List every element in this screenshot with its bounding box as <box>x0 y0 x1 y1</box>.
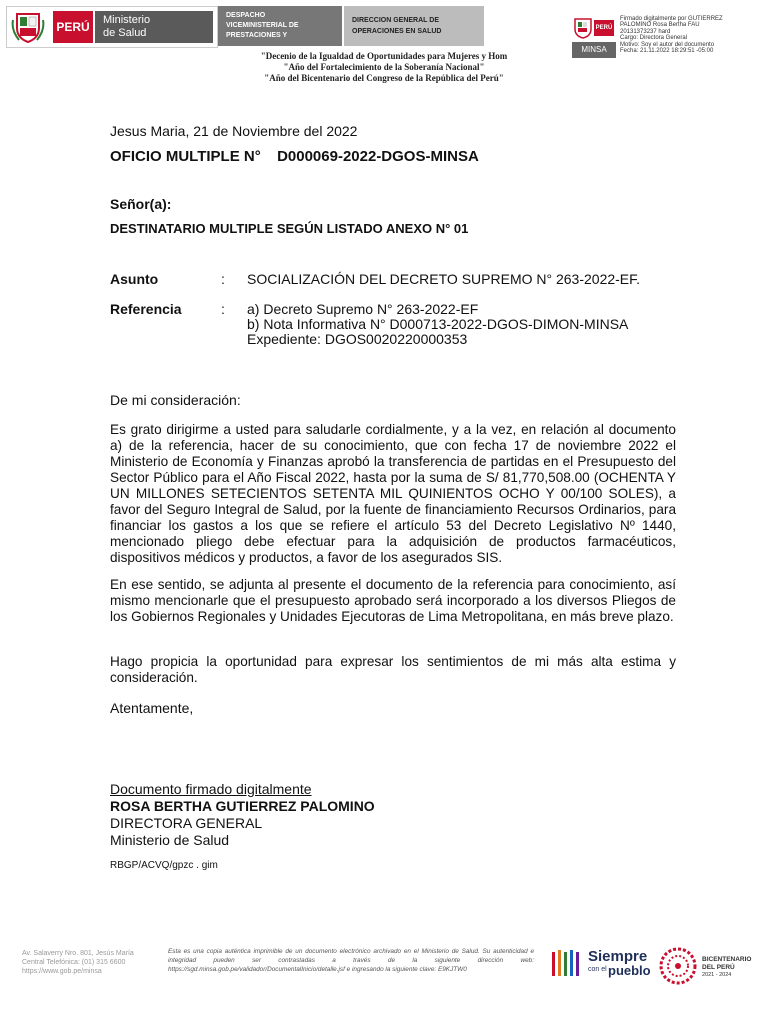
recipient: DESTINATARIO MULTIPLE SEGÚN LISTADO ANEXO N° 01 <box>110 221 469 236</box>
despacho-box <box>218 6 342 46</box>
referencia-colon: : <box>221 301 225 317</box>
reference-b: b) Nota Informativa N° D000713-2022-DGOS-DIMON-MINSA <box>247 316 629 332</box>
signature-line2: PALOMINO Rosa Bertha FAU <box>620 22 700 29</box>
signature-details <box>620 16 766 54</box>
pueblo-text: pueblo <box>608 963 651 978</box>
signature-minsa-label: MINSA <box>572 42 616 58</box>
paragraph-2: En ese sentido, se adjunta al presente el documento de la referencia para conocimiento, así mismo mencionarle que el presupuesto aprobado será incorporado a los diversos Pliegos de los Gobiernos Regionales y Unidades Ejecutoras de Lima Metropolitana, en más breve plazo. <box>110 577 676 624</box>
coat-of-arms-icon <box>11 10 45 44</box>
direccion-line1: DIRECCION GENERAL DE <box>352 17 439 24</box>
bicentenario-emblem-icon <box>658 946 698 986</box>
paragraph-3: Hago propicia la oportunidad para expresar los sentimientos de mi más alta estima y consideración. <box>110 654 676 685</box>
footer-addr-line1: Av. Salaverry Nro. 801, Jesús María <box>22 950 134 957</box>
paragraph-1: Es grato dirigirme a usted para saludarle cordialmente, y a la vez, en relación al documento a) de la referencia, hacer de su conocimiento, que con fecha 17 de noviembre 2022 el Ministerio de Economía y Finanzas aprobó la transferencia de partidas en el Presupuesto del Sector Público para el Año Fiscal 2022, hasta por la suma de S/ 81,770,508.00 (OCHENTA Y UN MILLONES SETECIENTOS SETENTA MIL QUINIENTOS OCHO Y 00/100 SOLES), a favor del Seguro Integral de Salud, por la fuente de financiamiento Recursos Ordinarios, para financiar los gastos a los que se refiere el artículo 53 del Decreto Legislativo Nº 1440, mencionado pliego debe efectuar para la adquisición de productos farmacéuticos, dispositivos médicos y productos, a favor de los asegurados SIS. <box>110 422 676 565</box>
oficio-heading <box>110 148 479 165</box>
bicentenario-line3: 2021 - 2024 <box>702 972 732 978</box>
despacho-line1: DESPACHO <box>226 12 266 19</box>
signature-line6: Fecha: 21.11.2022 18:29:51 -05:00 <box>620 48 714 55</box>
bicentenario-line2: DEL PERÚ <box>702 964 735 971</box>
siempre-con-el-pueblo-logo <box>550 946 652 982</box>
greeting: De mi consideración: <box>110 392 241 408</box>
motto-line2: "Año del Fortalecimiento de la Soberanía Nacional" <box>283 62 485 72</box>
ministerio-line1: Ministerio <box>103 14 151 26</box>
bicentenario-logo <box>658 946 762 986</box>
asunto-value: SOCIALIZACIÓN DEL DECRETO SUPREMO N° 263-2022-EF. <box>247 271 641 287</box>
minsa-logo <box>6 6 218 48</box>
footer-authenticity-note: Esta es una copia auténtica imprimible de un documento electrónico archivado en el Ministerio de Salud. Su autenticidad e integridad pueden ser contrastadas a través de la siguiente dirección web: https://sgd.minsa.gob.pe/validador/DocumentalInicio/detalle.jsf e ingresando la siguiente clave: E9KJTW0 <box>168 948 534 973</box>
despacho-line2: VICEMINISTERIAL DE <box>226 22 299 29</box>
signature-line4: Cargo: Directora General <box>620 35 688 42</box>
salutation: Señor(a): <box>110 196 172 212</box>
oficio-label: OFICIO MULTIPLE N° <box>110 148 261 165</box>
closing: Atentamente, <box>110 700 194 716</box>
reference-expediente: Expediente: DGOS0020220000353 <box>247 331 468 347</box>
motto-line3: "Año del Bicentenario del Congreso de la República del Perú" <box>264 73 504 83</box>
signature-line3: 20131373237 hard <box>620 28 671 35</box>
oficio-number: D000069-2022-DGOS-MINSA <box>277 148 479 165</box>
signer-org: Ministerio de Salud <box>110 832 230 848</box>
direccion-line2: OPERACIONES EN SALUD <box>352 28 442 35</box>
ministerio-line2: de Salud <box>103 27 147 39</box>
con-el-text: con el <box>588 966 607 973</box>
signed-digitally: Documento firmado digitalmente <box>110 781 312 797</box>
reference-a: a) Decreto Supremo N° 263-2022-EF <box>247 301 479 317</box>
motto-line1: "Decenio de la Igualdad de Oportunidades para Mujeres y Hom <box>260 51 508 61</box>
stripes-icon <box>550 948 586 980</box>
despacho-line3: PRESTACIONES Y <box>226 32 288 39</box>
footer-addr-line2: Central Telefónica: (01) 315 6600 <box>22 959 126 966</box>
initials: RBGP/ACVQ/gpzc . gim <box>110 860 218 871</box>
footer-addr-line3: https://www.gob.pe/minsa <box>22 968 102 975</box>
siempre-text: Siempre <box>588 948 648 965</box>
footer-address <box>22 949 152 976</box>
signer-name: ROSA BERTHA GUTIERREZ PALOMINO <box>110 798 375 814</box>
asunto-label: Asunto <box>110 271 159 287</box>
peru-label: PERÚ <box>53 11 93 43</box>
ministerio-label <box>95 11 213 43</box>
signature-line1: Firmado digitalmente por GUTIERREZ <box>620 16 723 22</box>
place-date: Jesus Maria, 21 de Noviembre del 2022 <box>110 123 358 139</box>
signature-peru-label: PERÚ <box>595 25 613 31</box>
signature-line5: Motivo: Soy el autor del documento <box>620 41 715 48</box>
asunto-colon: : <box>221 271 225 287</box>
signer-title: DIRECTORA GENERAL <box>110 815 263 831</box>
referencia-label: Referencia <box>110 301 182 317</box>
direccion-box <box>344 6 484 46</box>
bicentenario-line1: BICENTENARIO <box>702 956 752 963</box>
